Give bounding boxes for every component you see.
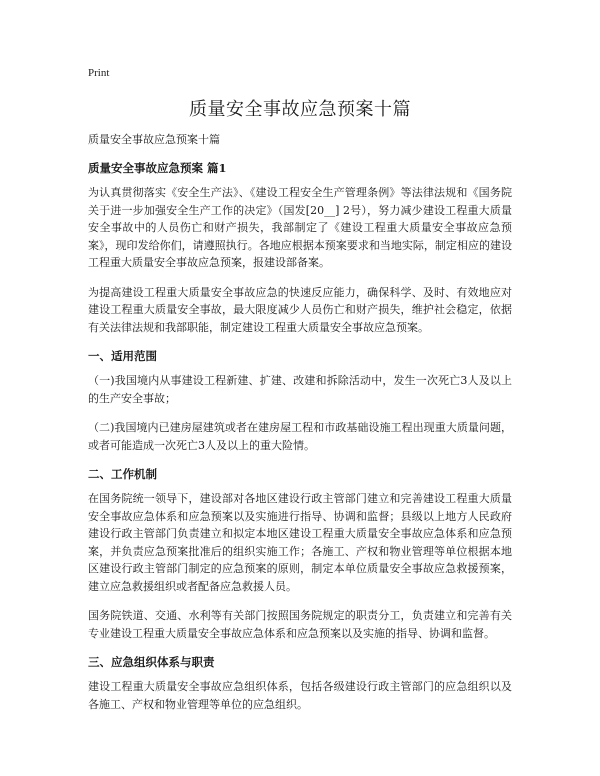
intro-paragraph-2: 为提高建设工程重大质量安全事故应急的快速反应能力，确保科学、及时、有效地应对建设工程重大质量安全事故，最大限度减少人员伤亡和财产损失，维护社会稳定，依据有关法律法规和我部职能，制定建设工程重大质量安全事故应急预案。 xyxy=(88,285,512,334)
document-page xyxy=(88,66,512,725)
organization-paragraph-1: 建设工程重大质量安全事故应急组织体系，包括各级建设行政主管部门的应急组织以及各施工、产权和物业管理等单位的应急组织。 xyxy=(88,680,512,711)
scope-paragraph-1: （一)我国境内从事建设工程新建、扩建、改建和拆除活动中，发生一次死亡3人及以上的生产安全事故； xyxy=(88,374,512,405)
mechanism-paragraph-2: 国务院铁道、交通、水利等有关部门按照国务院规定的职责分工，负责建立和完善有关专业建设工程重大质量安全事故应急体系和应急预案以及实施的指导、协调和监督。 xyxy=(88,609,512,640)
document-title: 质量安全事故应急预案十篇 xyxy=(189,99,411,120)
section-heading-organization: 三、应急组织体系与职责 xyxy=(88,655,215,669)
section-heading-mechanism: 二、工作机制 xyxy=(88,467,157,481)
scope-paragraph-2: （二)我国境内已建房屋建筑或者在建房屋工程和市政基础设施工程出现重大质量问题，或者可能造成一次死亡3人及以上的重大险情。 xyxy=(88,421,512,452)
print-label: Print xyxy=(88,67,110,79)
document-subtitle: 质量安全事故应急预案十篇 xyxy=(88,133,220,146)
intro-paragraph-1: 为认真贯彻落实《安全生产法》、《建设工程安全生产管理条例》等法律法规和《国务院关于进一步加强安全生产工作的决定》（国发[20__] 2号），努力减少建设工程重大质量安全事故中的人员伤亡和财产损失，我部制定了《建设工程重大质量安全事故应急预案》，现印发给你们，请遵照执行。各地应根据本预案要求和当地实际，制定相应的建设工程重大质量安全事故应急预案，报建设部备案。 xyxy=(88,186,512,269)
chapter-title: 质量安全事故应急预案 篇1 xyxy=(88,161,227,175)
section-heading-scope: 一、适用范围 xyxy=(88,349,157,363)
mechanism-paragraph-1: 在国务院统一领导下，建设部对各地区建设行政主管部门建立和完善建设工程重大质量安全事故应急体系和应急预案以及实施进行指导、协调和监督；县级以上地方人民政府建设行政主管部门负责建立和拟定本地区建设工程重大质量安全事故应急体系和应急预案，并负责应急预案批准后的组织实施工作；各施工、产权和物业管理等单位根据本地区建设行政主管部门制定的应急预案的原则，制定本单位质量安全事故应急救援预案，建立应急救援组织或者配备应急救援人员。 xyxy=(88,492,512,593)
